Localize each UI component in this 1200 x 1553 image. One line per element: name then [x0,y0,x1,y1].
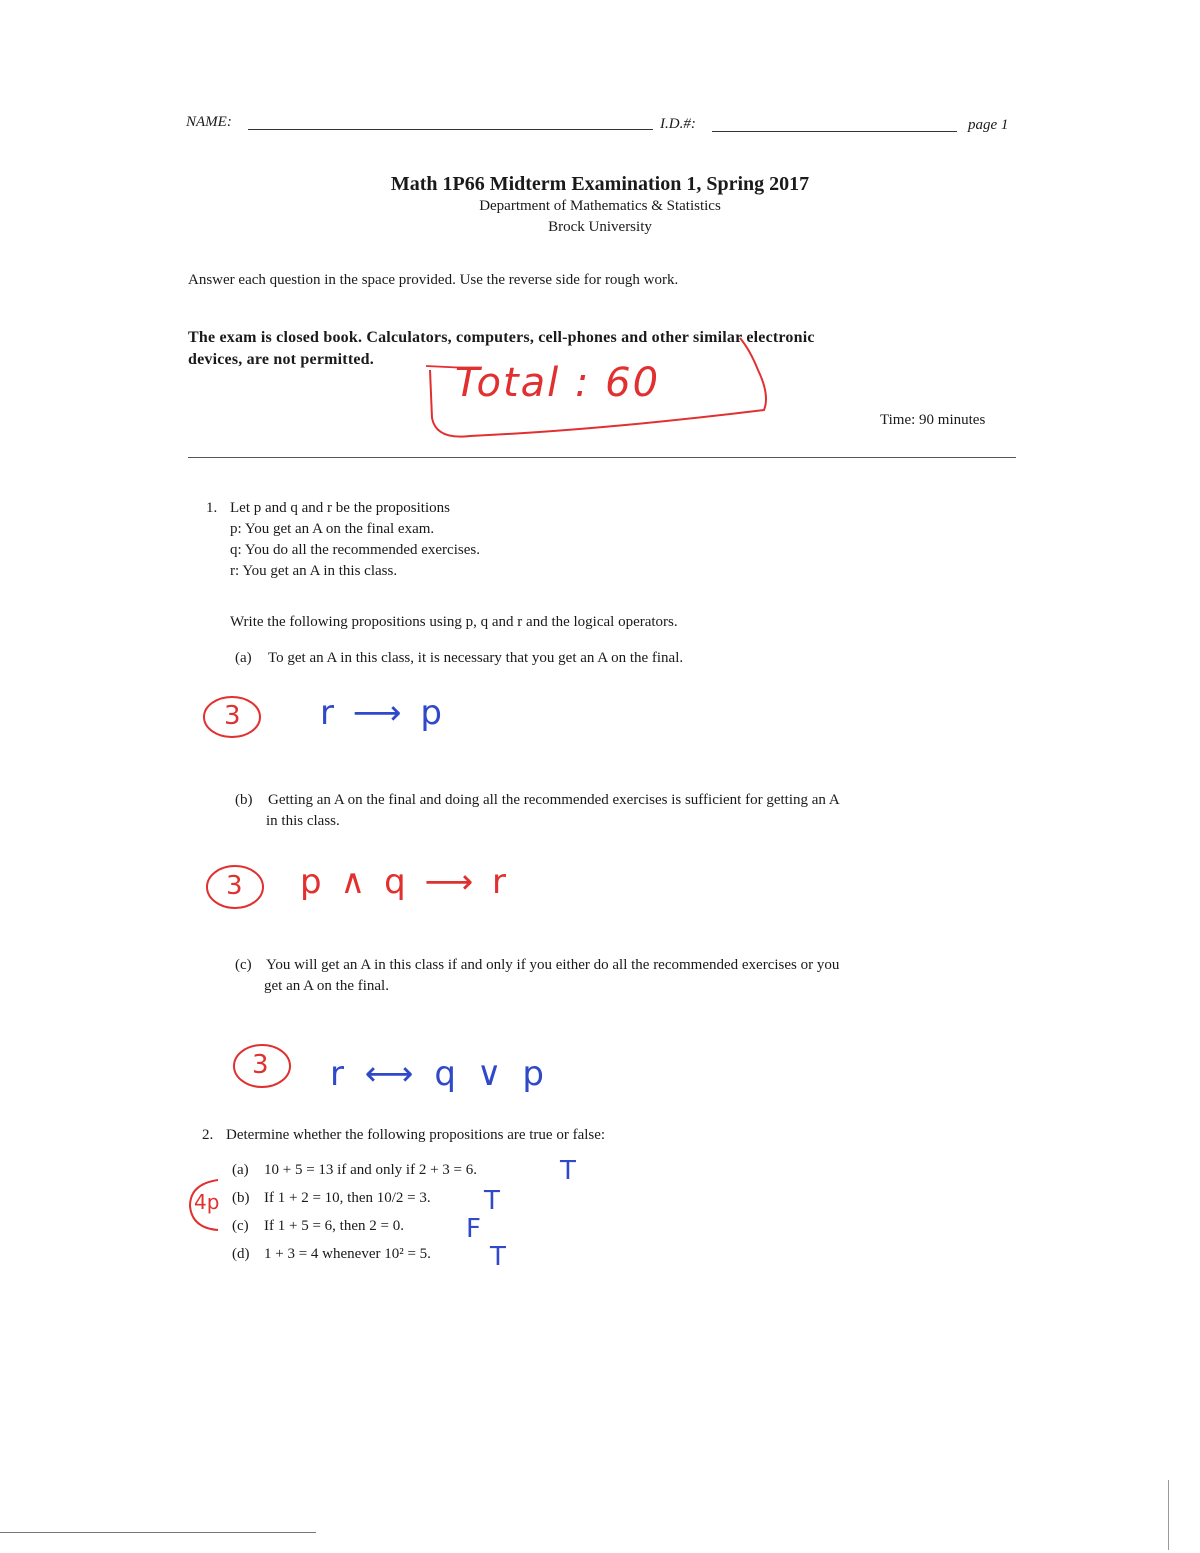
page-number: page 1 [968,117,1009,133]
q1a-label: (a) [235,650,252,666]
q1-prop-q: q: You do all the recommended exercises. [230,542,480,558]
q2d-text: 1 + 3 = 4 whenever 10² = 5. [264,1246,431,1262]
q2d-answer: T [490,1242,506,1272]
time-limit: Time: 90 minutes [880,412,986,428]
q2-intro: Determine whether the following propositions are true or false: [226,1127,606,1143]
q2c-label: (c) [232,1218,249,1234]
id-label: I.D.#: [660,116,696,132]
q2-number: 2. [202,1127,214,1143]
q1a-score: 3 [224,701,241,731]
q1-number: 1. [206,500,218,516]
id-underline [712,131,957,132]
q2d-label: (d) [232,1246,250,1262]
q2a-answer: T [560,1156,576,1186]
q2a-text: 10 + 5 = 13 if and only if 2 + 3 = 6. [264,1162,477,1178]
exam-title: Math 1P66 Midterm Examination 1, Spring 2017 [390,173,810,195]
department: Department of Mathematics & Statistics [479,198,721,214]
q1b-text-1: Getting an A on the final and doing all the recommended exercises is sufficient for getting an A [268,792,840,808]
scan-edge-line [0,1532,316,1533]
q2-score: 4p [194,1190,220,1214]
q2b-label: (b) [232,1190,250,1206]
q1b-score: 3 [226,871,243,901]
q1c-answer: r ⟷ q ∨ p [330,1054,550,1094]
q2a-label: (a) [232,1162,249,1178]
q1b-label: (b) [235,792,253,808]
q1b-answer: p ∧ q ⟶ r [300,862,511,902]
rules-line-2: devices, are not permitted. [188,351,374,368]
q2c-answer: F [466,1214,481,1244]
q2c-text: If 1 + 5 = 6, then 2 = 0. [264,1218,404,1234]
scan-edge-mark [1168,1480,1169,1550]
q1c-label: (c) [235,957,252,973]
q1c-text-1: You will get an A in this class if and only if you either do all the recommended exercises or you [266,957,840,973]
rules-line-1: The exam is closed book. Calculators, computers, cell-phones and other similar electronic [188,329,815,346]
q1c-text-2: get an A on the final. [264,978,389,994]
name-underline [248,129,653,130]
q1c-score: 3 [252,1050,269,1080]
q2b-text: If 1 + 2 = 10, then 10/2 = 3. [264,1190,431,1206]
q1a-answer: r ⟶ p [320,693,446,733]
q1-intro: Let p and q and r be the propositions [230,500,450,516]
university: Brock University [548,219,652,235]
instructions: Answer each question in the space provided. Use the reverse side for rough work. [188,272,679,288]
total-score: Total : 60 [455,360,661,406]
header-divider [188,457,1016,458]
q1b-text-2: in this class. [266,813,340,829]
q1-prop-r: r: You get an A in this class. [230,563,398,579]
q1-prop-p: p: You get an A on the final exam. [230,521,435,537]
q2b-answer: T [484,1186,500,1216]
q1-instruction: Write the following propositions using p, q and r and the logical operators. [230,614,678,630]
name-label: NAME: [186,114,232,130]
q1a-text: To get an A in this class, it is necessary that you get an A on the final. [268,650,684,666]
